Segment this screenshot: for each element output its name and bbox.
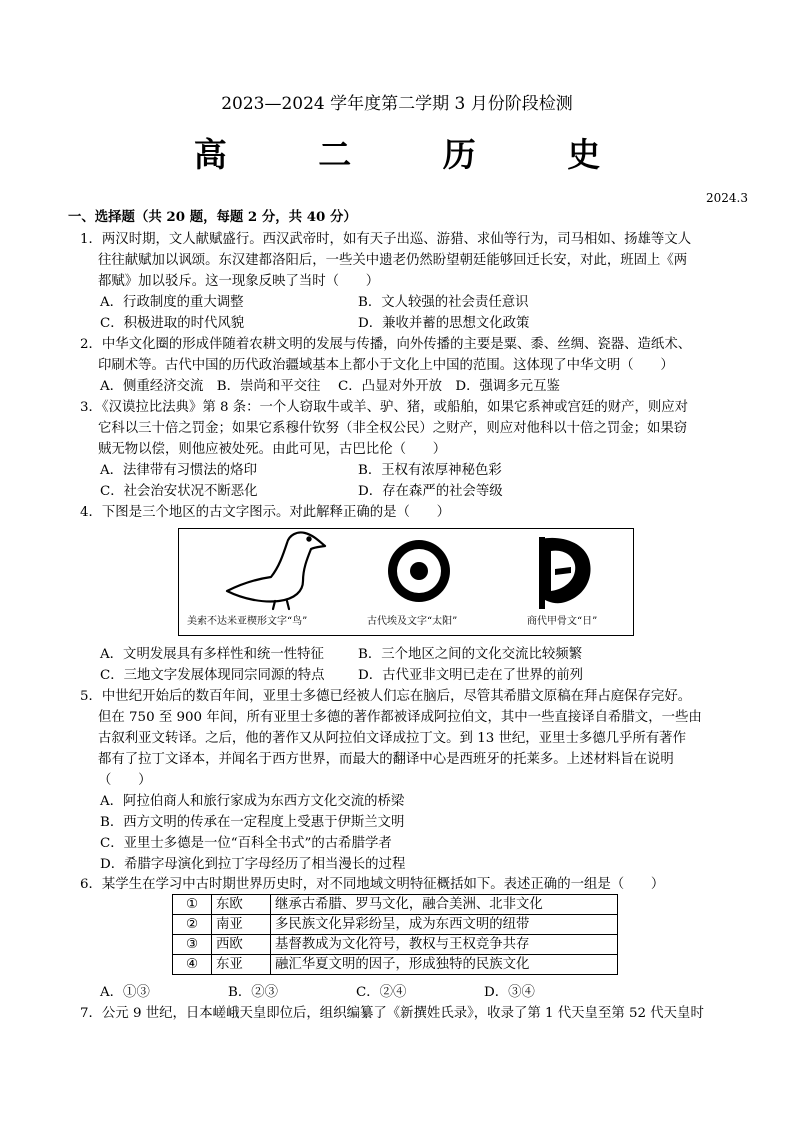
question-4-stem <box>80 502 720 523</box>
question-7 <box>80 1003 720 1024</box>
oracle-bone-sun-icon <box>539 537 591 609</box>
table-cell: ① <box>173 895 212 915</box>
option-b: B．②③ <box>228 985 279 1000</box>
section-heading: 一、选择题（共 20 题，每题 2 分，共 40 分） <box>68 209 357 225</box>
options-row: A．侧重经济交流 B．崇尚和平交往 C．凸显对外开放 D．强调多元互鉴 <box>100 379 560 394</box>
table-cell: ② <box>173 915 212 935</box>
subject-title: 高 二 历 史 <box>193 135 641 174</box>
question-5 <box>80 686 720 875</box>
option-b: B．西方文明的传承在一定程度上受惠于伊斯兰文明 <box>100 815 405 830</box>
option-c: C．社会治安状况不断恶化 <box>100 484 258 499</box>
table-cell: 东欧 <box>212 895 271 915</box>
figure-caption-oracle: 商代甲骨文“日” <box>527 616 598 627</box>
exam-date: 2024.3 <box>706 191 748 205</box>
question-stem-line: 7．公元 9 世纪，日本嵯峨天皇即位后，组织编纂了《新撰姓氏录》，收录了第 1 代天皇至第 52 代天皇时 <box>80 1006 704 1021</box>
option-d: D．古代亚非文明已走在了世界的前列 <box>358 668 583 683</box>
table-cell: 东亚 <box>212 955 271 975</box>
option-d: D．兼收并蓄的思想文化政策 <box>358 316 530 331</box>
question-stem-line: 5．中世纪开始后的数百年间，亚里士多德已经被人们忘在脑后，尽管其希腊文原稿在拜占庭保存完好。 <box>80 689 692 704</box>
option-d: D．存在森严的社会等级 <box>358 484 503 499</box>
option-b: B．三个地区之间的文化交流比较频繁 <box>358 647 583 662</box>
table-cell: 融汇华夏文明的因子，形成独特的民族文化 <box>271 955 618 975</box>
figure-caption-cuneiform: 美索不达米亚楔形文字“鸟” <box>187 616 308 627</box>
question-stem-line: 但在 750 至 900 年间，所有亚里士多德的著作都被译成阿拉伯文，其中一些直接译自希腊文，一些由 <box>98 710 702 725</box>
option-d: D．希腊字母演化到拉丁字母经历了相当漫长的过程 <box>100 857 406 872</box>
table-row <box>173 915 618 935</box>
table-cell: 西欧 <box>212 935 271 955</box>
question-stem-line: 古叙利亚文转译。之后，他的著作又从阿拉伯文译成拉丁文。到 13 世纪，亚里士多德几乎所有著作 <box>98 731 686 746</box>
civilization-table <box>172 894 618 975</box>
question-stem-line: 它科以三十倍之罚金；如果它系穆什钦努（非全权公民）之财产，则应对他科以十倍之罚金；如果窃 <box>98 421 688 436</box>
option-a: A．文明发展具有多样性和统一性特征 <box>100 647 324 662</box>
table-cell: ④ <box>173 955 212 975</box>
question-stem-line: 2．中华文化圈的形成伴随着农耕文明的发展与传播，向外传播的主要是粟、黍、丝绸、瓷器、造纸术、 <box>80 337 692 352</box>
option-a: A．法律带有习惯法的烙印 <box>100 463 257 478</box>
question-6-options <box>100 982 612 1003</box>
table-cell: 南亚 <box>212 915 271 935</box>
table-cell: 继承古希腊、罗马文化，融合美洲、北非文化 <box>271 895 618 915</box>
option-c: C．亚里士多德是一位“百科全书式”的古希腊学者 <box>100 836 392 851</box>
question-stem-line: 都有了拉丁文译本，并闻名于西方世界，而最大的翻译中心是西班牙的托莱多。上述材料旨在说明 <box>98 752 674 767</box>
figure-caption-egyptian: 古代埃及文字“太阳” <box>367 616 458 627</box>
table-row <box>173 955 618 975</box>
option-b: B．文人较强的社会责任意识 <box>358 295 529 310</box>
question-stem-line: 贼无物以偿，则他应被处死。由此可见，古巴比伦（ ） <box>98 442 447 457</box>
question-2 <box>80 334 720 397</box>
option-c: C．②④ <box>356 985 407 1000</box>
ancient-scripts-figure <box>178 528 634 636</box>
table-cell: 多民族文化异彩纷呈，成为东西文明的纽带 <box>271 915 618 935</box>
question-6-stem <box>80 874 720 895</box>
question-stem-line: 往往献赋加以讽颂。东汉建都洛阳后，一些关中遗老仍然盼望朝廷能够回迁长安，对此，班固上《两 <box>98 253 688 268</box>
question-stem-line: 4．下图是三个地区的古文字图示。对此解释正确的是（ ） <box>80 505 451 520</box>
option-d: D．③④ <box>484 985 535 1000</box>
table-cell: ③ <box>173 935 212 955</box>
exam-title: 2023—2024 学年度第二学期 3 月份阶段检测 <box>221 94 573 114</box>
table-cell: 基督教成为文化符号，教权与王权竞争共存 <box>271 935 618 955</box>
option-a: A．阿拉伯商人和旅行家成为东西方文化交流的桥梁 <box>100 794 405 809</box>
question-4-options <box>80 644 720 686</box>
option-c: C．积极进取的时代风貌 <box>100 316 245 331</box>
table-row <box>173 895 618 915</box>
question-stem-line: 6．某学生在学习中古时期世界历史时，对不同地域文明特征概括如下。表述正确的一组是（ ） <box>80 877 665 892</box>
option-a: A．①③ <box>100 985 150 1000</box>
question-stem-line: 1．两汉时期，文人献赋盛行。西汉武帝时，如有天子出巡、游猎、求仙等行为，司马相如、扬雄等文人 <box>80 232 692 247</box>
question-3 <box>80 397 720 502</box>
option-c: C．三地文字发展体现同宗同源的特点 <box>100 668 325 683</box>
question-stem-line: 印刷术等。古代中国的历代政治疆域基本上都小于文化上中国的范围。这体现了中华文明（ ） <box>98 358 674 373</box>
question-stem-line: （ ） <box>98 773 152 788</box>
table-row <box>173 935 618 955</box>
question-stem-line: 都赋》加以驳斥。这一现象反映了当时（ ） <box>98 274 380 289</box>
option-a: A．行政制度的重大调整 <box>100 295 244 310</box>
cuneiform-bird-icon <box>227 532 325 609</box>
option-b: B．王权有浓厚神秘色彩 <box>358 463 502 478</box>
egyptian-sun-icon <box>388 540 450 602</box>
question-1 <box>80 229 720 334</box>
question-stem-line: 3．《汉谟拉比法典》第 8 条：一个人窃取牛或羊、驴、猪，或船舶，如果它系神或宫廷的财产，则应对 <box>80 400 689 415</box>
